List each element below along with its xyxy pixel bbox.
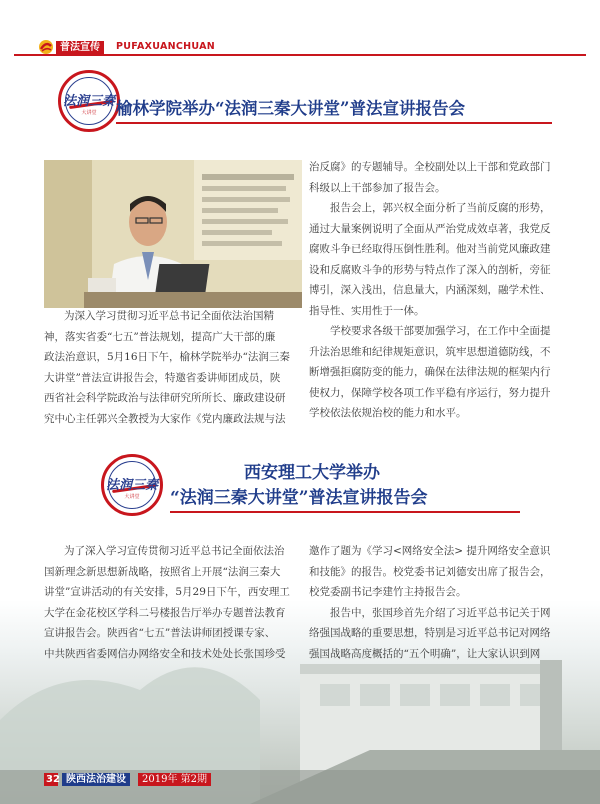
article1-left-line: 大讲堂”普法宣讲报告会，特邀省委讲师团成员，陕 <box>44 371 281 384</box>
article1-left-column <box>44 306 290 429</box>
article2-title-line2: “法润三秦大讲堂”普法宣讲报告会 <box>170 488 428 508</box>
section-pinyin: PUFAXUANCHUAN <box>116 41 216 52</box>
article2-title-line1: 西安理工大学举办 <box>244 463 380 483</box>
article2-left-line: 国新理念新思想新战略，按照省上开展“法润三秦大 <box>44 565 281 578</box>
emblem-brush-text: 法润三秦 <box>105 478 158 493</box>
article2-right-line: 校党委副书记李建竹主持报告会。 <box>309 586 467 598</box>
article2-left-line: 宣讲报告会。陕西省“七五”普法讲师团授课专家、 <box>44 627 276 639</box>
article1-right-line: 断增强拒腐防变的能力，确保在法律法规的框架内行 <box>309 366 551 378</box>
article2-left-line: 讲堂”宣讲活动的有关安排，5月29日下午，西安理工 <box>44 586 290 598</box>
publication-name: 陕西法治建设 <box>62 773 130 786</box>
article2-right-line: 邀作了题为《学习<网络安全法> 提升网络安全意识 <box>309 545 551 557</box>
article1-right-line: 设和反腐败斗争的形势与特点作了深入的剖析，旁征 <box>309 263 551 276</box>
speaker-photo <box>44 160 302 308</box>
article1-title: 榆林学院举办“法润三秦大讲堂”普法宣讲报告会 <box>116 99 465 118</box>
emblem-sub-text: 大讲堂 <box>81 110 97 116</box>
article1-right-line: 腐败斗争已经取得压倒性胜利。他对当前党风廉政建 <box>309 243 551 255</box>
article2-right-line: 和技能》的报告。校党委书记刘德安出席了报告会， <box>309 565 551 578</box>
article1-right-line: 学校要求各级干部要加强学习，在工作中全面提 <box>330 325 551 337</box>
article1-left-line: 西省社会科学院政治与法律研究所所长、廉政建设研 <box>44 392 286 404</box>
article1-left-line: 神，落实省委“七五”普法规划，提高广大干部的廉 <box>44 330 276 343</box>
article1-title-rule <box>116 122 552 124</box>
article1-right-line: 使权力，保障学校各项工作平稳有序运行，努力提升 <box>309 386 551 399</box>
article2-left-line: 大学在金花校区学科二号楼报告厅举办专题普法教育 <box>44 606 286 619</box>
article1-left-line: 为深入学习贯彻习近平总书记全面依法治国精 <box>64 310 274 322</box>
article1-right-line: 报告会上，郭兴权全面分析了当前反腐的形势， <box>330 202 551 214</box>
article1-right-line: 指导性、实用性于一体。 <box>309 304 425 317</box>
section-header <box>14 38 586 56</box>
article2-title-rule <box>170 511 520 513</box>
article1-right-line: 通过大量案例说明了全面从严治党成效卓著，我党反 <box>309 222 551 235</box>
header-divider <box>14 54 586 56</box>
speaker-photo-illustration <box>44 160 302 308</box>
article1-right-line: 升法治思维和纪律规矩意识，筑牢思想道德防线，不 <box>309 345 551 358</box>
article1-left-line: 政法治意识，5月16日下午，榆林学院举办“法润三秦 <box>44 351 290 363</box>
article2-right-line: 络强国战略的重要思想，特别是习近平总书记对网络 <box>309 627 551 639</box>
page-number: 32 <box>46 774 60 785</box>
emblem-sub-text: 大讲堂 <box>124 494 140 500</box>
article2-left-line: 为了深入学习宣传贯彻习近平总书记全面依法治 <box>64 545 285 557</box>
article2-right-line: 强国战略高度概括的“五个明确”，让大家认识到网 <box>309 647 541 660</box>
article1-right-column <box>309 157 551 424</box>
lecture-emblem-1 <box>58 70 120 132</box>
page-footer <box>0 768 600 792</box>
article2-left-line: 中共陕西省委网信办网络安全和技术处处长张国珍受 <box>44 647 286 660</box>
publication-logo-icon <box>38 39 54 55</box>
issue-label: 2019年 第2期 <box>138 773 211 786</box>
article2-left-column <box>44 541 290 664</box>
article1-right-line: 博引，深入浅出，信息量大，内涵深刻，融学术性、 <box>309 284 551 296</box>
article2-right-line: 报告中，张国珍首先介绍了习近平总书记关于网 <box>330 606 551 619</box>
article1-right-line: 学校依法依规治校的能力和水平。 <box>309 407 467 419</box>
lecture-emblem-2 <box>101 454 163 516</box>
article1-right-line: 科级以上干部参加了报告会。 <box>309 181 446 194</box>
emblem-brush-text: 法润三秦 <box>62 94 115 109</box>
article1-left-line: 究中心主任郭兴全教授为大家作《党内廉政法规与法 <box>44 412 286 425</box>
section-tag: 普法宣传 <box>56 41 104 54</box>
article1-right-line: 治反腐》的专题辅导。全校副处以上干部和党政部门 <box>309 161 551 173</box>
article2-right-column <box>309 541 551 664</box>
